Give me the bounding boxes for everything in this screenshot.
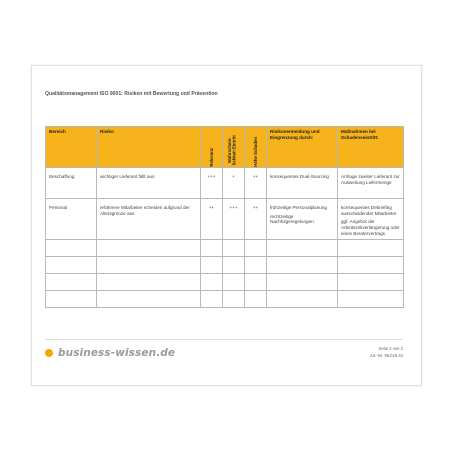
article-number: Art.-Nr. 98.015.44: [369, 353, 403, 359]
cell-bereich: Beschaffung: [46, 168, 97, 199]
page-number: Seite 2 von 2: [378, 346, 403, 351]
cell-hoehe: ++: [245, 199, 267, 240]
footer-divider: [45, 339, 403, 340]
header-hoehe-label: Höhe Schaden: [252, 137, 258, 167]
cell-wahrscheinlichkeit: +: [223, 168, 245, 199]
cell-relevanz: ++: [201, 199, 223, 240]
cell-vermeidung: [267, 168, 338, 199]
table-row: [46, 168, 404, 199]
cell-massnahmen-item: konsequentes Debriefing ausscheidender Mitarbeiter: [341, 205, 397, 216]
cell-massnahmen-item: Anfrage zweiter Lieferant zur Ausweitung Liefermenge: [341, 174, 400, 185]
cell-vermeidung: [267, 199, 338, 240]
header-hoehe: [245, 127, 267, 168]
header-relevanz-label: Relevanz: [208, 148, 214, 167]
table-row-empty: [46, 257, 404, 274]
cell-hoehe: ++: [245, 168, 267, 199]
document-title: Qualitätsmanagement ISO 9001: Risiken mit Bewertung und Prävention: [45, 91, 218, 97]
header-massnahmen: Maßnahmen bei Schadenseintritt:: [338, 127, 404, 168]
cell-massnahmen: [338, 168, 404, 199]
header-risiko: Risiko: [97, 127, 201, 168]
table-row-empty: [46, 291, 404, 308]
cell-wahrscheinlichkeit: +++: [223, 199, 245, 240]
cell-risiko: wichtiger Lieferant fällt aus: [97, 168, 201, 199]
header-wahrscheinlichkeit-label: Wahrschein-lichkeit Eintritt: [226, 135, 237, 166]
cell-massnahmen-item: ggf. Angebot der Arbeitszeitverlängerung oder eines Beratervertrags: [341, 219, 400, 236]
table-row: [46, 199, 404, 240]
table-row-empty: [46, 274, 404, 291]
cell-vermeidung-item: konsequentes Dual-Sourcing: [270, 174, 329, 179]
header-vermeidung: Risikovermeidung und Eingrenzung durch:: [267, 127, 338, 168]
cell-bereich: Personal: [46, 199, 97, 240]
page-info: [370, 345, 403, 359]
table-header-row: [46, 127, 404, 168]
footer-logo[interactable]: [45, 346, 175, 360]
header-wahrscheinlichkeit: [223, 127, 245, 168]
table-row-empty: [46, 240, 404, 257]
cell-massnahmen: [338, 199, 404, 240]
logo-dot-icon: [45, 349, 53, 357]
cell-risiko: erfahrene Mitarbeiter scheiden aufgrund der Altersgrenze aus: [97, 199, 201, 240]
cell-vermeidung-item: rechtzeitige Nachfolgeregelungen: [270, 213, 314, 225]
cell-relevanz: +++: [201, 168, 223, 199]
logo-text: business-wissen.de: [58, 347, 176, 359]
header-relevanz: [201, 127, 223, 168]
cell-vermeidung-item: frühzeitige Personalplanung: [270, 205, 327, 210]
header-bereich: Bereich: [46, 127, 97, 168]
risk-table: [45, 126, 404, 308]
